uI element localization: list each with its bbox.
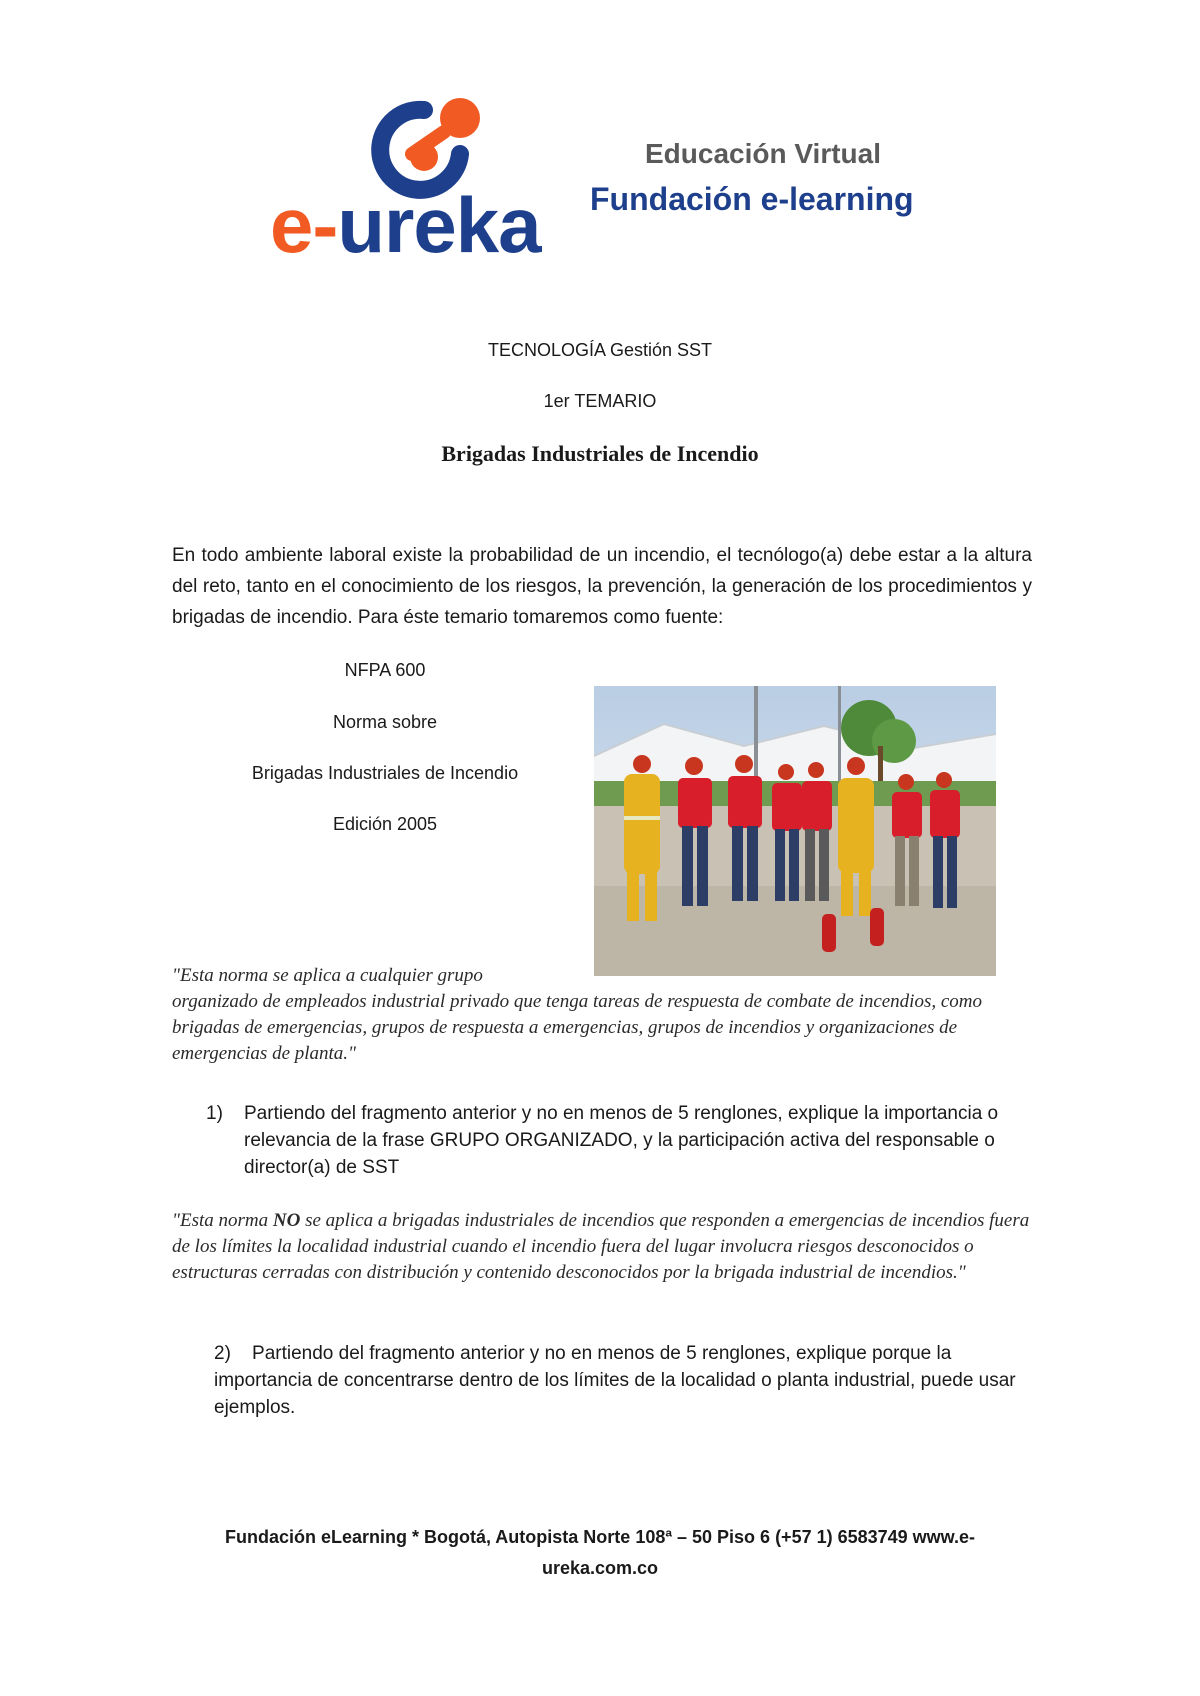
- temario-line: 1er TEMARIO: [543, 391, 657, 411]
- question-2: [214, 1340, 1024, 1421]
- question-1-text-end: , y la participación activa del responsable o director(a) de SST: [244, 1130, 995, 1178]
- footer-address: Fundación eLearning * Bogotá, Autopista Norte 108ª – 50 Piso 6 (+57 1) 6583749 www.e-: [224, 1527, 976, 1547]
- quote-aplicacion: [172, 963, 1012, 1067]
- source-norma: Norma sobre: [332, 712, 438, 732]
- quote-exclusion-prefix: "Esta norma: [172, 1210, 273, 1231]
- course-line: TECNOLOGÍA Gestión SST: [487, 340, 713, 360]
- logo-header: [270, 76, 940, 276]
- question-1-highlight: GRUPO ORGANIZADO: [429, 1130, 633, 1151]
- footer: [0, 1522, 1200, 1584]
- question-1-number: 1): [206, 1103, 223, 1124]
- question-1: [206, 1100, 1034, 1181]
- source-title: Brigadas Industriales de Incendio: [251, 763, 519, 783]
- quote-exclusion: [172, 1208, 1032, 1286]
- question-1-text: Partiendo del fragmento anterior y no en menos de 5 renglones, explique la importancia o relevancia de la frase: [244, 1103, 999, 1151]
- brigade-photo-illustration: [594, 686, 996, 976]
- source-edition: Edición 2005: [332, 814, 438, 834]
- intro-paragraph: En todo ambiente laboral existe la probabilidad de un incendio, el tecnólogo(a) debe estar a la altura del reto, tanto en el conocimiento de los riesgos, la prevención, la generación de los procedimientos y brigadas de incendio. Para éste temario tomaremos como fuente:: [172, 545, 1032, 628]
- quote-aplicacion-rest: organizado de empleados industrial privado que tenga tareas de respuesta de combate de incendios, como brigadas de emergencias, grupos de respuesta a emergencias, grupos de incendios y organizaciones de emergencias de planta.": [172, 991, 983, 1064]
- quote-exclusion-emphasis: NO: [272, 1210, 301, 1231]
- question-2-number: 2): [214, 1343, 231, 1364]
- page-title: Brigadas Industriales de Incendio: [441, 441, 759, 466]
- source-code: NFPA 600: [344, 660, 426, 680]
- footer-website: ureka.com.co: [541, 1558, 659, 1578]
- quote-exclusion-rest: se aplica a brigadas industriales de incendios que responden a emergencias de incendios fuera de los límites la localidad industrial cuando el incendio fuera del lugar involucra riesgos desconocidos o estructuras cerradas con distribución y contenido desconocidos por la brigada industrial de incendios.": [172, 1210, 1030, 1283]
- question-2-text: Partiendo del fragmento anterior y no en menos de 5 renglones, explique porque la importancia de concentrarse dentro de los límites de la localidad o planta industrial, puede usar ejemplos.: [214, 1343, 1016, 1418]
- logo-wordmark: e-ureka: [270, 181, 541, 269]
- quote-aplicacion-first-line: "Esta norma se aplica a cualquier grupo: [172, 965, 483, 986]
- logo-subtitle-virtual: Educación Virtual: [645, 138, 881, 169]
- brigade-photo: [594, 686, 996, 976]
- logo-subtitle-fundacion: Fundación e-learning: [590, 181, 914, 217]
